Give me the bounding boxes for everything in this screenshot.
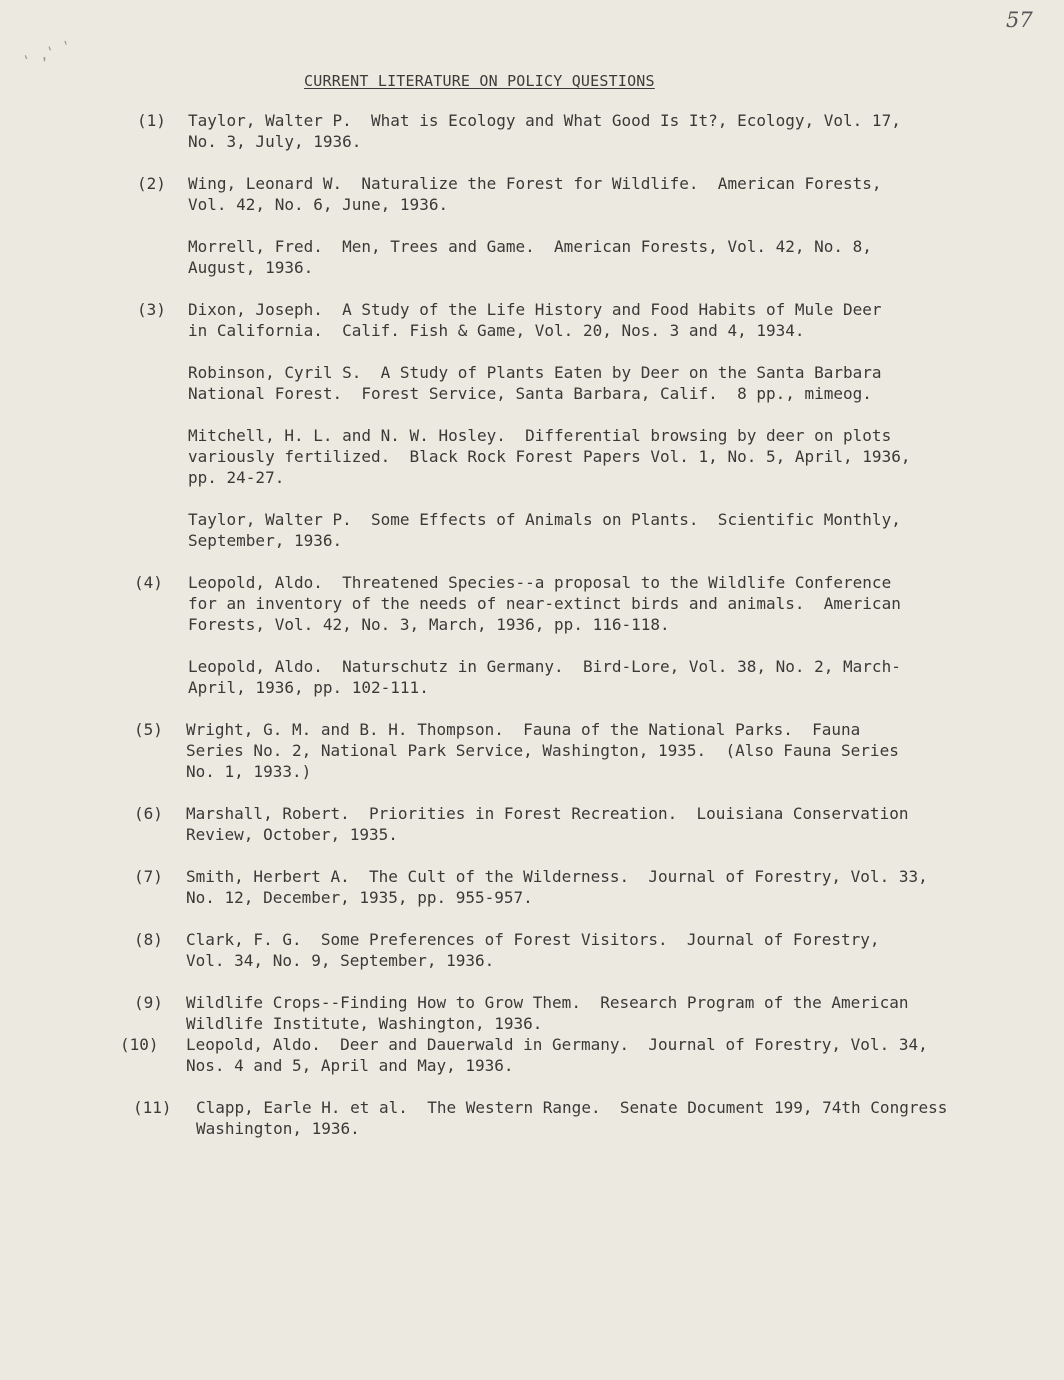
reference-text — [186, 866, 1064, 908]
reference-number: (11) — [133, 1098, 172, 1117]
reference-line: Marshall, Robert. Priorities in Forest Recreation. Louisiana Conservation — [186, 804, 909, 823]
reference-line: for an inventory of the needs of near-extinct birds and animals. American — [188, 594, 901, 613]
reference-text — [196, 1097, 1064, 1139]
reference-text — [188, 110, 1064, 152]
reference-text — [186, 719, 1064, 782]
reference-line: No. 3, July, 1936. — [188, 132, 362, 151]
reference-entry — [0, 173, 1064, 215]
reference-entry — [0, 362, 1064, 404]
reference-line: Forests, Vol. 42, No. 3, March, 1936, pp. 116-118. — [188, 615, 670, 634]
reference-entry — [0, 929, 1064, 971]
reference-line: Mitchell, H. L. and N. W. Hosley. Differential browsing by deer on plots — [188, 426, 892, 445]
reference-line: Wright, G. M. and B. H. Thompson. Fauna of the National Parks. Fauna — [186, 720, 861, 739]
reference-entry — [0, 299, 1064, 341]
reference-line: Leopold, Aldo. Naturschutz in Germany. Bird-Lore, Vol. 38, No. 2, March- — [188, 657, 901, 676]
reference-number: (5) — [134, 720, 163, 739]
reference-entry — [0, 425, 1064, 488]
reference-line: Taylor, Walter P. Some Effects of Animals on Plants. Scientific Monthly, — [188, 510, 901, 529]
reference-line: National Forest. Forest Service, Santa Barbara, Calif. 8 pp., mimeog. — [188, 384, 872, 403]
reference-line: pp. 24-27. — [188, 468, 285, 487]
reference-line: Wildlife Institute, Washington, 1936. — [186, 1014, 543, 1033]
reference-line: Vol. 34, No. 9, September, 1936. — [186, 951, 495, 970]
reference-number: (3) — [137, 300, 166, 319]
reference-line: Wildlife Crops--Finding How to Grow Them. Research Program of the American — [186, 993, 909, 1012]
page-title: CURRENT LITERATURE ON POLICY QUESTIONS — [304, 72, 655, 90]
reference-line: Wing, Leonard W. Naturalize the Forest for Wildlife. American Forests, — [188, 174, 882, 193]
reference-line: Leopold, Aldo. Deer and Dauerwald in Germany. Journal of Forestry, Vol. 34, — [186, 1035, 928, 1054]
reference-line: Robinson, Cyril S. A Study of Plants Eaten by Deer on the Santa Barbara — [188, 363, 882, 382]
reference-text — [188, 362, 1064, 404]
reference-line: Clapp, Earle H. et al. The Western Range. Senate Document 199, 74th Congress — [196, 1098, 948, 1117]
reference-entry — [0, 572, 1064, 635]
reference-text — [186, 1034, 1064, 1076]
reference-entry — [0, 1097, 1064, 1139]
reference-line: Nos. 4 and 5, April and May, 1936. — [186, 1056, 514, 1075]
reference-text — [188, 236, 1064, 278]
reference-line: September, 1936. — [188, 531, 343, 550]
reference-line: No. 1, 1933.) — [186, 762, 312, 781]
reference-line: August, 1936. — [188, 258, 314, 277]
reference-text — [186, 929, 1064, 971]
reference-number: (2) — [137, 174, 166, 193]
reference-number: (8) — [134, 930, 163, 949]
reference-line: variously fertilized. Black Rock Forest Papers Vol. 1, No. 5, April, 1936, — [188, 447, 911, 466]
reference-text — [188, 656, 1064, 698]
reference-line: Taylor, Walter P. What is Ecology and What Good Is It?, Ecology, Vol. 17, — [188, 111, 901, 130]
reference-text — [188, 173, 1064, 215]
reference-entry — [0, 803, 1064, 845]
reference-line: Morrell, Fred. Men, Trees and Game. American Forests, Vol. 42, No. 8, — [188, 237, 872, 256]
reference-list — [0, 110, 1064, 1160]
reference-number: (6) — [134, 804, 163, 823]
reference-text — [186, 992, 1064, 1034]
margin-mark: ' ,' ' — [20, 37, 74, 71]
reference-line: April, 1936, pp. 102-111. — [188, 678, 429, 697]
reference-entry — [0, 656, 1064, 698]
reference-line: Review, October, 1935. — [186, 825, 398, 844]
reference-line: Series No. 2, National Park Service, Washington, 1935. (Also Fauna Series — [186, 741, 899, 760]
reference-number: (1) — [137, 111, 166, 130]
reference-entry — [0, 1034, 1064, 1076]
reference-line: Dixon, Joseph. A Study of the Life History and Food Habits of Mule Deer — [188, 300, 882, 319]
reference-line: in California. Calif. Fish & Game, Vol. 20, Nos. 3 and 4, 1934. — [188, 321, 805, 340]
page-number: 57 — [1006, 8, 1033, 32]
reference-text — [188, 425, 1064, 488]
reference-number: (10) — [120, 1035, 159, 1054]
reference-entry — [0, 992, 1064, 1034]
reference-entry — [0, 719, 1064, 782]
reference-text — [186, 803, 1064, 845]
reference-line: Washington, 1936. — [196, 1119, 360, 1138]
reference-entry — [0, 110, 1064, 152]
reference-number: (9) — [134, 993, 163, 1012]
reference-number: (7) — [134, 867, 163, 886]
reference-line: No. 12, December, 1935, pp. 955-957. — [186, 888, 533, 907]
reference-text — [188, 509, 1064, 551]
reference-entry — [0, 509, 1064, 551]
reference-entry — [0, 866, 1064, 908]
reference-line: Smith, Herbert A. The Cult of the Wilderness. Journal of Forestry, Vol. 33, — [186, 867, 928, 886]
reference-text — [188, 572, 1064, 635]
reference-line: Vol. 42, No. 6, June, 1936. — [188, 195, 449, 214]
reference-line: Clark, F. G. Some Preferences of Forest Visitors. Journal of Forestry, — [186, 930, 880, 949]
reference-line: Leopold, Aldo. Threatened Species--a proposal to the Wildlife Conference — [188, 573, 892, 592]
reference-number: (4) — [134, 573, 163, 592]
reference-text — [188, 299, 1064, 341]
reference-entry — [0, 236, 1064, 278]
